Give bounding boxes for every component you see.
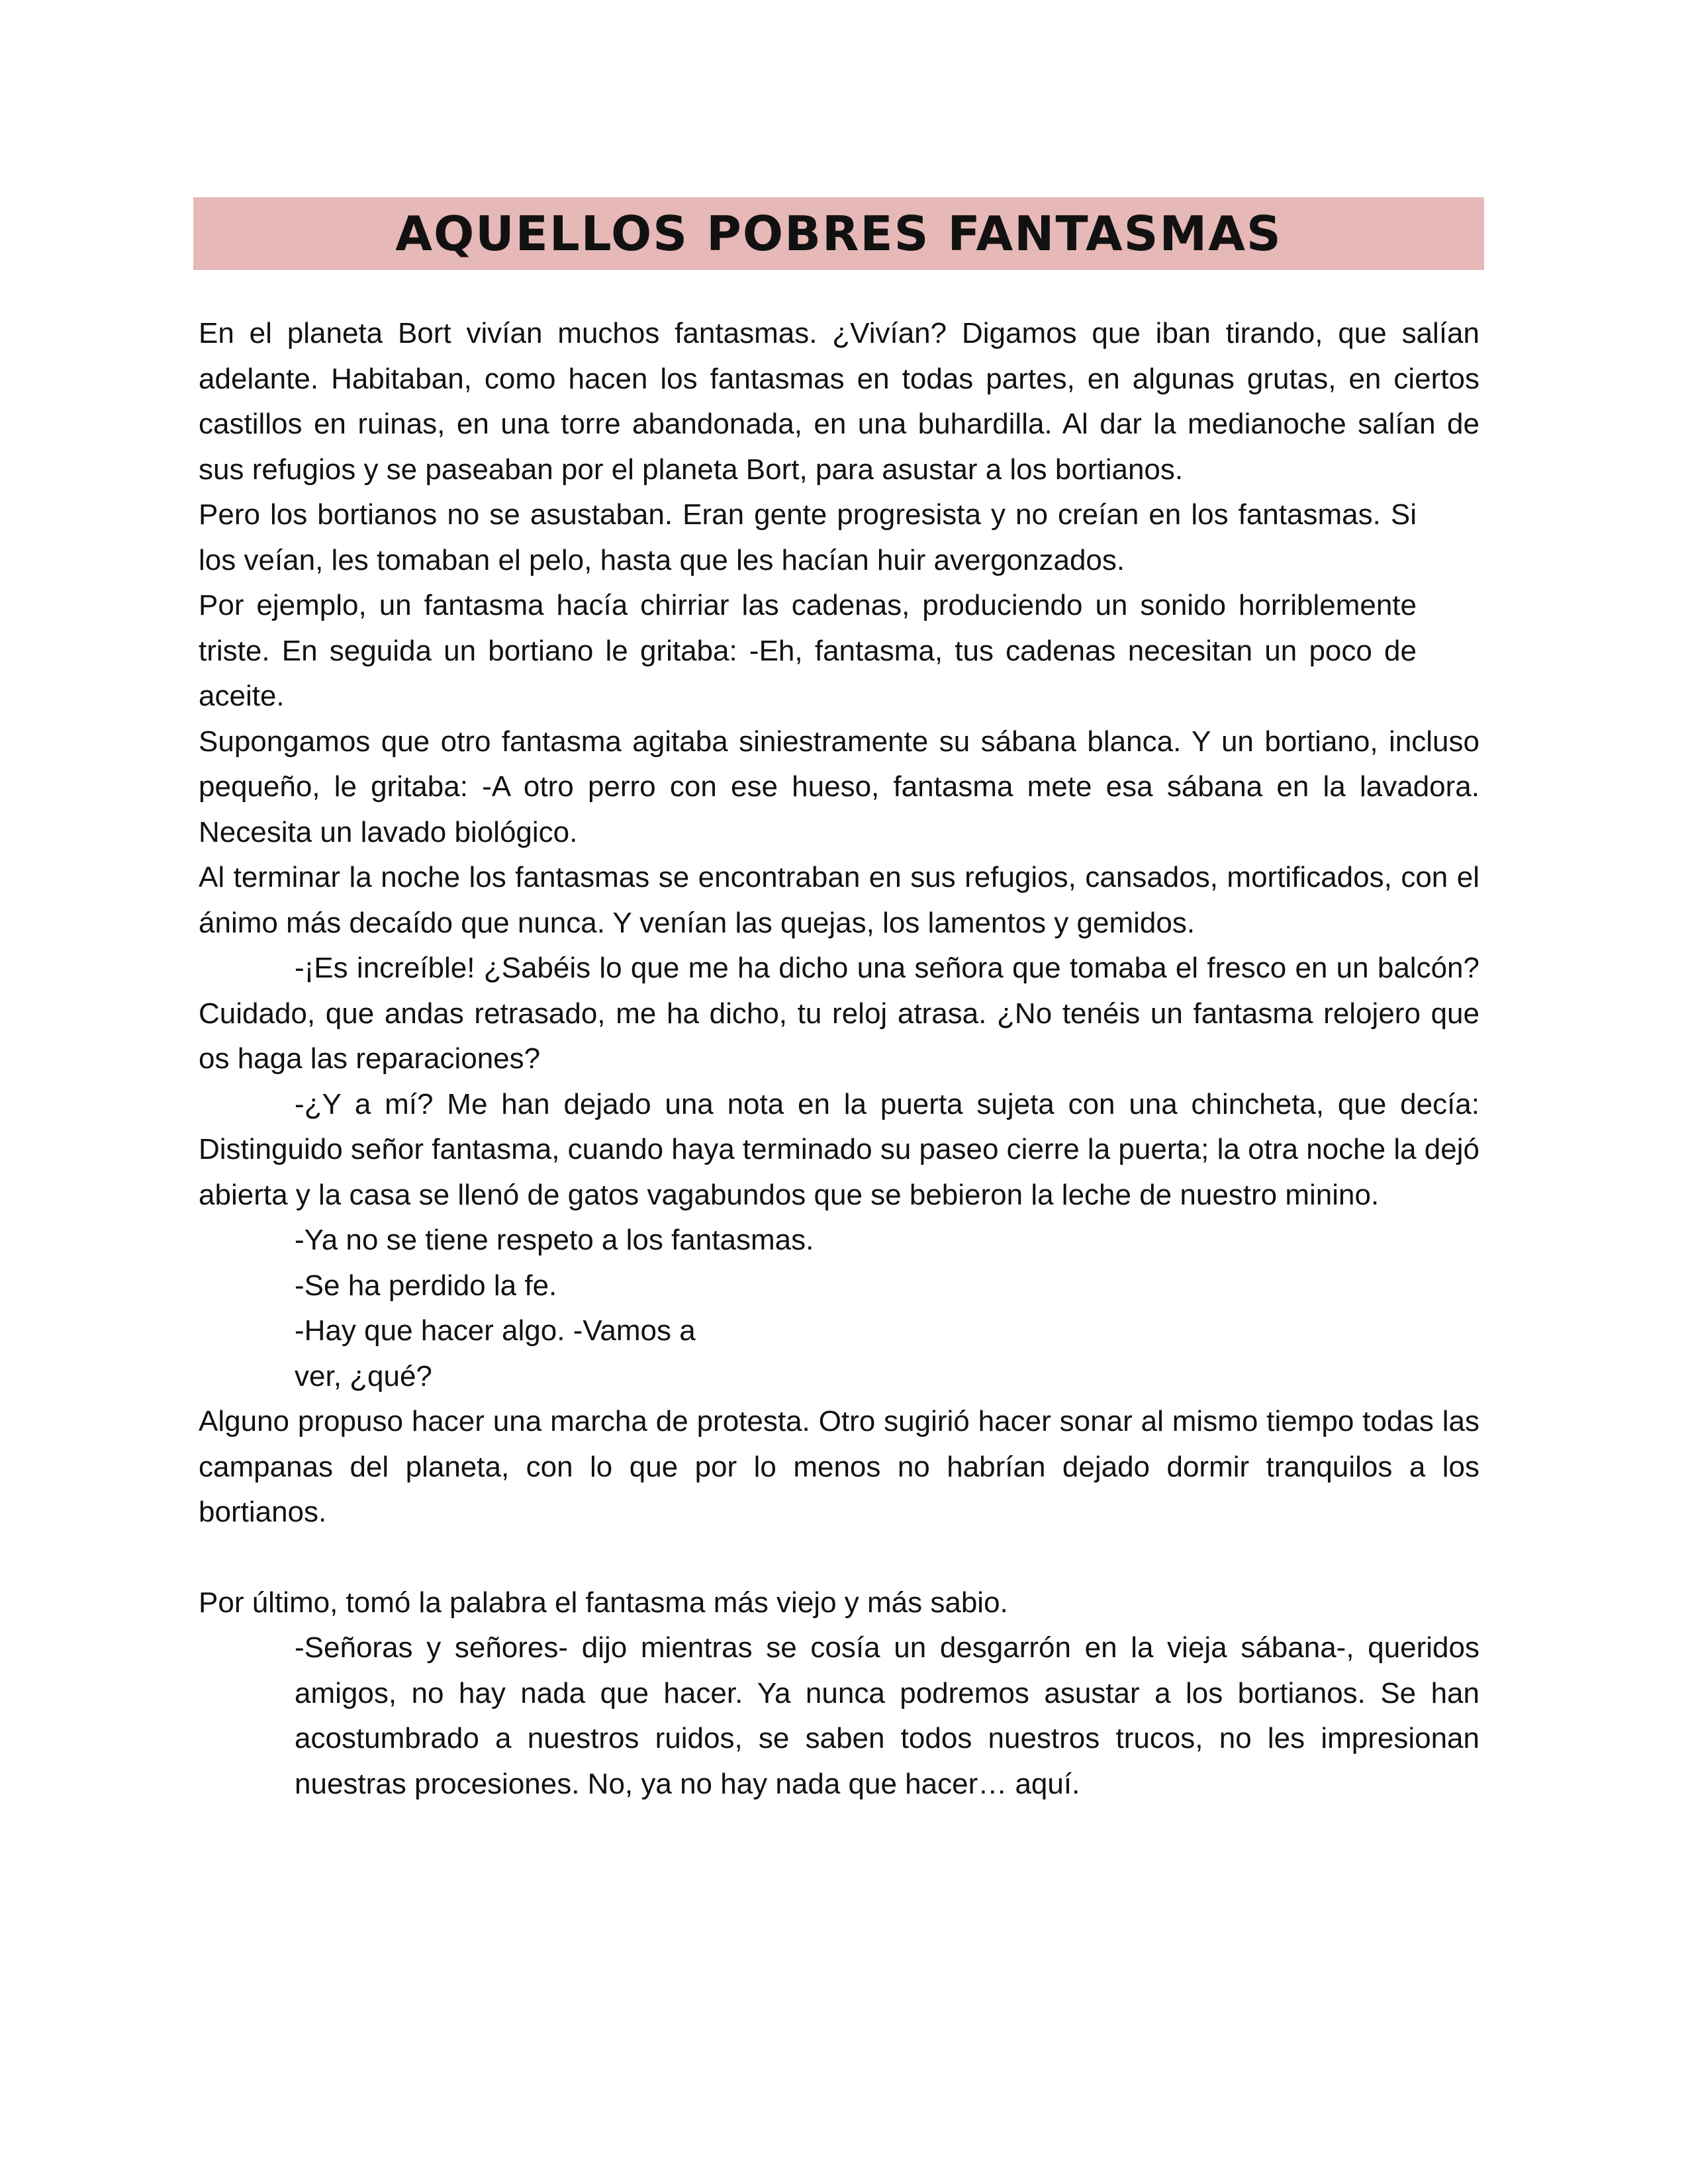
- paragraph-protesta: Alguno propuso hacer una marcha de protesta. Otro sugirió hacer sonar al mismo tiempo todas las campanas del planeta, con lo que por lo menos no habrían dejado dormir tranquilos a los bortianos.: [199, 1405, 1479, 1528]
- story-body: [199, 311, 1479, 1807]
- paragraph-cadenas: Por ejemplo, un fantasma hacía chirriar las cadenas, produciendo un sonido horriblemente triste. En seguida un bortiano le gritaba: -Eh, fantasma, tus cadenas necesitan un poco de aceite.: [199, 589, 1417, 712]
- paragraph-ultimo: Por último, tomó la palabra el fantasma más viejo y más sabio.: [199, 1586, 1008, 1619]
- dialog-line-hacer-algo: -Hay que hacer algo. -Vamos a: [295, 1314, 696, 1347]
- dialog-line-respeto: -Ya no se tiene respeto a los fantasmas.: [295, 1224, 814, 1256]
- paragraph-quejas: Al terminar la noche los fantasmas se encontraban en sus refugios, cansados, mortificados, con el ánimo más decaído que nunca. Y venían las quejas, los lamentos y gemidos.: [199, 861, 1479, 939]
- title-banner: [193, 197, 1484, 270]
- paragraph-reloj: -¡Es increíble! ¿Sabéis lo que me ha dicho una señora que tomaba el fresco en un balcón? Cuidado, que andas retrasado, me ha dicho, tu reloj atrasa. ¿No tenéis un fantasma relojero que os haga las reparaciones?: [199, 952, 1479, 1075]
- paragraph-spacer: [199, 1535, 1479, 1580]
- dialog-line-que: ver, ¿qué?: [295, 1359, 432, 1392]
- paragraph-bortianos: Pero los bortianos no se asustaban. Eran gente progresista y no creían en los fantasmas. Si los veían, les tomaban el pelo, hasta que les hacían huir avergonzados.: [199, 498, 1417, 576]
- paragraph-nota: -¿Y a mí? Me han dejado una nota en la puerta sujeta con una chincheta, que decía: Distinguido señor fantasma, cuando haya terminado su paseo cierre la puerta; la otra noche la dejó abierta y la casa se llenó de gatos vagabundos que se bebieron la leche de nuestro minino.: [199, 1087, 1479, 1211]
- dialog-line-fe: -Se ha perdido la fe.: [295, 1269, 557, 1302]
- paragraph-sabana: Supongamos que otro fantasma agitaba siniestramente su sábana blanca. Y un bortiano, incluso pequeño, le gritaba: -A otro perro con ese hueso, fantasma mete esa sábana en la lavadora. Necesita un lavado biológico.: [199, 725, 1479, 848]
- paragraph-discurso: -Señoras y señores- dijo mientras se cosía un desgarrón en la vieja sábana-, queridos amigos, no hay nada que hacer. Ya nunca podremos asustar a los bortianos. Se han acostumbrado a nuestros ruidos, se saben todos nuestros trucos, no les impresionan nuestras procesiones. No, ya no hay nada que hacer… aquí.: [295, 1631, 1479, 1800]
- paragraph-intro: En el planeta Bort vivían muchos fantasmas. ¿Vivían? Digamos que iban tirando, que salían adelante. Habitaban, como hacen los fantasmas en todas partes, en algunas grutas, en ciertos castillos en ruinas, en una torre abandonada, en una buhardilla. Al dar la medianoche salían de sus refugios y se paseaban por el planeta Bort, para asustar a los bortianos.: [199, 317, 1479, 486]
- page-title: AQUELLOS POBRES FANTASMAS: [395, 206, 1282, 261]
